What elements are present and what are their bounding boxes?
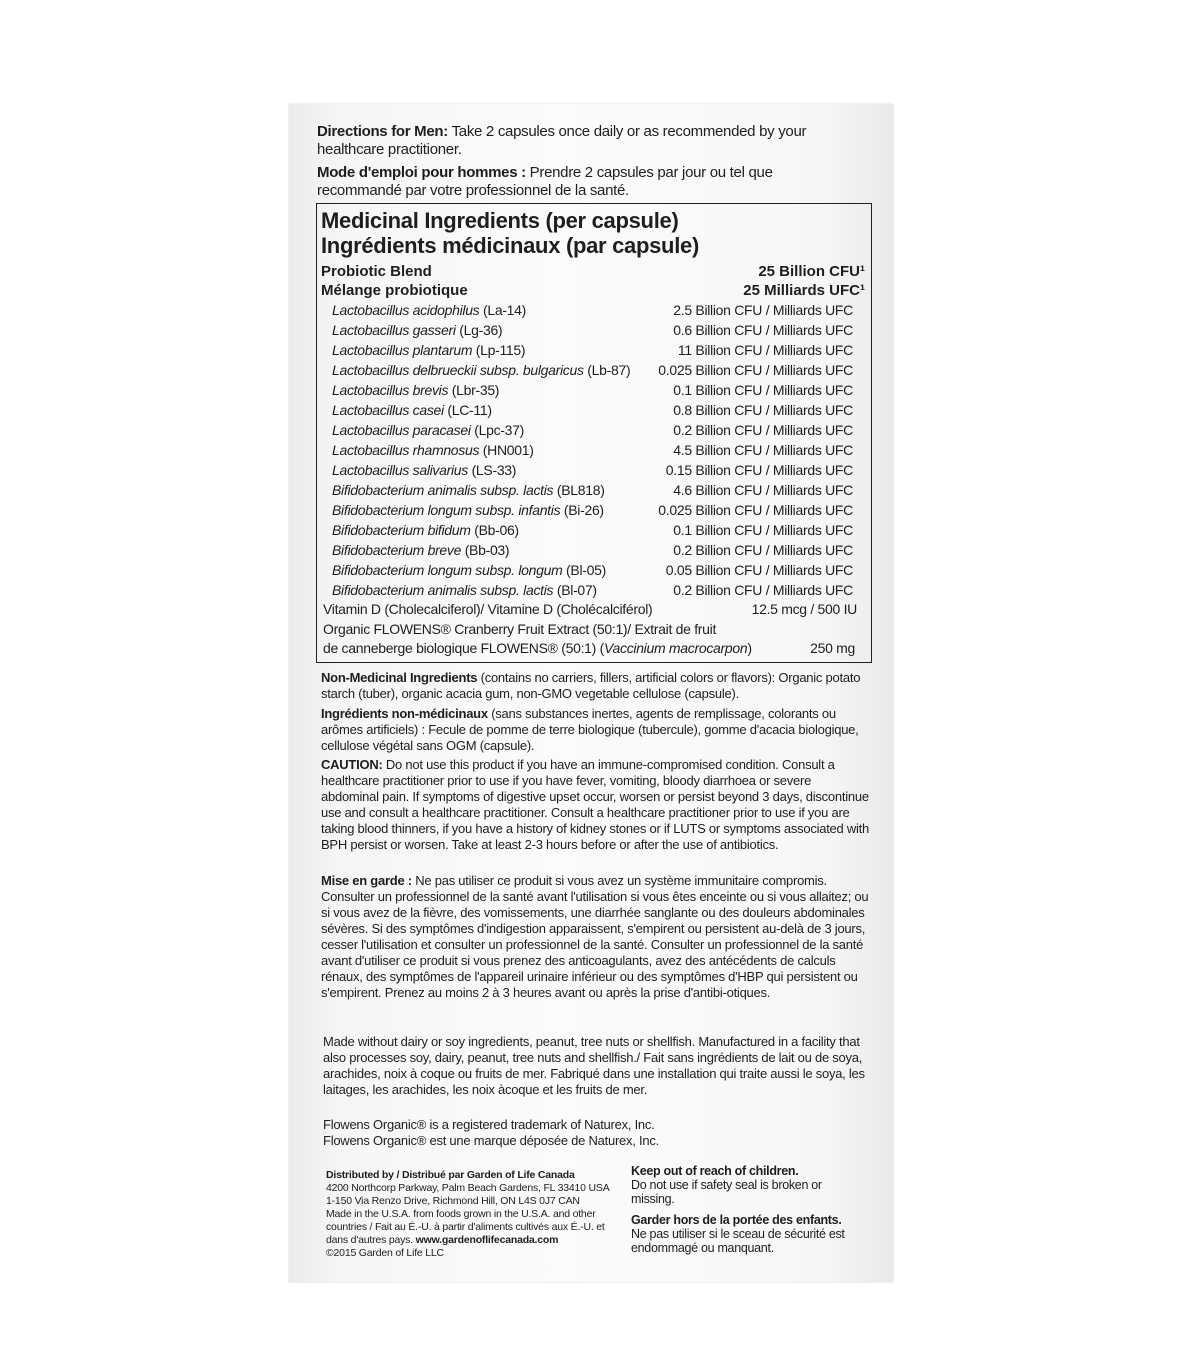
directions-fr-label: Mode d'emploi pour hommes : [317, 164, 526, 181]
ingredient-row [332, 360, 865, 380]
ingredient-strain: (Lpc-37) [470, 422, 524, 438]
ingredient-species: Lactobacillus brevis [332, 382, 449, 398]
ingredient-amount: 4.5 Billion CFU / Milliards UFC [673, 442, 853, 458]
ingredient-row [332, 320, 865, 340]
probiotic-blend-fr [321, 281, 865, 300]
ingredient-strain: (Bl-05) [562, 562, 606, 578]
ingredient-row [332, 480, 865, 500]
ingredient-species: Lactobacillus paracasei [332, 422, 471, 438]
ingredient-amount: 4.6 Billion CFU / Milliards UFC [673, 482, 853, 498]
ingredient-row [332, 340, 865, 360]
ingredient-species: Lactobacillus salivarius [332, 462, 468, 478]
medicinal-title-en: Medicinal Ingredients (per capsule) [321, 208, 679, 233]
distributor-address-us: 4200 Northcorp Parkway, Palm Beach Gardens, FL 33410 USA [326, 1182, 610, 1194]
caution-fr-label: Mise en garde : [321, 873, 412, 888]
cranberry-line-1: Organic FLOWENS® Cranberry Fruit Extract (50:1)/ Extrait de fruit [323, 621, 717, 637]
distributor-block [326, 1169, 616, 1260]
ingredient-strain: (Bi-26) [560, 502, 604, 518]
non-medicinal-fr-text: (sans substances inertes, agents de remplissage, colorants ou arômes artificiels) : Fecule de pomme de terre biologique (tubercule), gomme d'acacia biologique, cellulose végétal sans OGM (capsule). [321, 706, 859, 753]
ingredient-name [332, 320, 502, 340]
ingredient-name [332, 440, 534, 460]
non-medicinal-en [321, 670, 869, 702]
ingredient-amount: 0.2 Billion CFU / Milliards UFC [673, 542, 853, 558]
probiotic-blend-en [321, 262, 865, 281]
ingredient-strain: (Lg-36) [455, 322, 503, 338]
ingredient-strain: (Bb-03) [461, 542, 510, 558]
website-link: www.gardenoflifecanada.com [415, 1234, 559, 1246]
keep-out-fr-text: Ne pas utiliser si le sceau de sécurité est endommagé ou manquant. [631, 1227, 845, 1255]
non-medicinal-en-text: (contains no carriers, fillers, artificial colors or flavors): Organic potato starch (tuber), organic acacia gum, non-GMO vegetable cellulose (capsule). [321, 670, 861, 701]
ingredient-name [332, 540, 509, 560]
caution-fr-text: Ne pas utiliser ce produit si vous avez un système immunitaire compromis. Consulter un professionnel de la santé avant l'utilisation si vous êtes enceinte ou si vous allaitez; ou si vous avez de la fièvre, des vomissements, une diarrhée sanglante ou des douleurs abdominales sévères. Si des symptômes d'indigestion apparaissent, s'empirent ou persistent au-delà de 3 jours, cesser l'utilisation et consulter un professionnel de la santé. Consulter un professionnel de la santé avant d'utiliser ce produit si vous prenez des anticoagulants, avez des antécédents de calculs rénaux, des symptômes de l'appareil urinaire inférieur ou des symptômes d'HBP qui persistent ou s'empirent. Prenez au moins 2 à 3 heures avant ou après la prise d'antibi-otiques. [321, 873, 869, 1000]
copyright-text: ©2015 Garden of Life LLC [326, 1247, 444, 1259]
blend-amount-fr: 25 Milliards UFC¹ [743, 282, 865, 299]
ingredient-row [332, 560, 865, 580]
caution-en [321, 757, 869, 853]
keep-out-en [631, 1164, 851, 1206]
ingredient-species: Bifidobacterium longum subsp. infantis [332, 502, 561, 518]
ingredient-name [332, 400, 492, 420]
cranberry-line-2-text: de canneberge biologique FLOWENS® (50:1) ( [323, 640, 604, 656]
ingredient-amount: 0.8 Billion CFU / Milliards UFC [673, 402, 853, 418]
ingredient-species: Bifidobacterium bifidum [332, 522, 471, 538]
caution-en-text: Do not use this product if you have an immune-compromised condition. Consult a healthcare practitioner prior to use if you have fever, vomiting, bloody diarrhoea or severe abdominal pain. If symptoms of digestive upset occur, worsen or persist beyond 3 days, discontinue use and consult a healthcare practitioner. Consult a healthcare practitioner prior to use if you are taking blood thinners, if you have a history of kidney stones or if LUTS or symptoms associated with BPH persist or worsen. Take at least 2-3 hours before or after the use of antibiotics. [321, 757, 869, 852]
ingredient-species: Bifidobacterium longum subsp. longum [332, 562, 563, 578]
ingredient-amount: 0.2 Billion CFU / Milliards UFC [673, 582, 853, 598]
ingredient-strain: (Lp-115) [472, 342, 526, 358]
allergen-statement: Made without dairy or soy ingredients, peanut, tree nuts or shellfish. Manufactured in a facility that also processes soy, dairy, peanut, tree nuts and shellfish./ Fait sans ingrédients de lait ou de soya, arachides, noix à coque ou fruits de mer. Fabriqué dans une installation qui traite aussi le soya, les laitages, les arachides, les noix àcoque et les fruits de mer. [323, 1034, 865, 1097]
caution-fr [321, 873, 869, 1001]
directions-en-label: Directions for Men: [317, 123, 448, 140]
directions-en [317, 123, 857, 159]
ingredient-amount: 0.2 Billion CFU / Milliards UFC [673, 422, 853, 438]
ingredient-amount: 0.1 Billion CFU / Milliards UFC [673, 382, 853, 398]
ingredient-name [332, 520, 519, 540]
ingredient-species: Lactobacillus acidophilus [332, 302, 480, 318]
cranberry-row-1 [323, 620, 865, 639]
directions-fr-text: Prendre 2 capsules par jour ou tel que recommandé par votre professionnel de la santé. [317, 164, 773, 199]
ingredient-row [332, 500, 865, 520]
ingredient-species: Bifidobacterium breve [332, 542, 462, 558]
non-medicinal-en-label: Non-Medicinal Ingredients [321, 670, 478, 685]
ingredient-amount: 0.05 Billion CFU / Milliards UFC [665, 562, 853, 578]
ingredient-strain: (HN001) [479, 442, 534, 458]
ingredient-name [332, 580, 597, 600]
ingredient-strain: (La-14) [479, 302, 527, 318]
ingredient-row [332, 440, 865, 460]
keep-out-fr-title: Garder hors de la portée des enfants. [631, 1213, 842, 1227]
ingredient-strain: (Lb-87) [583, 362, 631, 378]
blend-name-fr: Mélange probiotique [321, 282, 468, 299]
ingredient-amount: 0.1 Billion CFU / Milliards UFC [673, 522, 853, 538]
non-medicinal-fr-label: Ingrédients non-médicinaux [321, 706, 488, 721]
caution-en-label: CAUTION: [321, 757, 383, 772]
ingredient-amount: 0.6 Billion CFU / Milliards UFC [673, 322, 853, 338]
ingredient-row [332, 540, 865, 560]
made-in-statement: Made in the U.S.A. from foods grown in the U.S.A. and other countries / Fait au É.-U. à partir d'aliments cultivés aux É.-U. et dans d'autres pays. [326, 1208, 605, 1246]
distributor-label: Distributed by / Distribué par Garden of Life Canada [326, 1169, 575, 1181]
ingredient-name [332, 480, 605, 500]
ingredient-amount: 0.025 Billion CFU / Milliards UFC [658, 502, 853, 518]
ingredient-strain: (Bl-07) [553, 582, 597, 598]
blend-name-en: Probiotic Blend [321, 263, 432, 280]
non-medicinal-fr [321, 706, 869, 754]
ingredient-row [332, 520, 865, 540]
cranberry-amount: 250 mg [810, 640, 855, 656]
ingredient-name [332, 340, 525, 360]
ingredient-species: Lactobacillus gasseri [332, 322, 456, 338]
ingredient-name [332, 300, 526, 320]
keep-out-en-text: Do not use if safety seal is broken or missing. [631, 1178, 822, 1206]
cranberry-line-2 [323, 640, 752, 656]
medicinal-ingredients-box [316, 203, 872, 663]
ingredient-strain: (LS-33) [467, 462, 517, 478]
distributor-address-ca: 1-150 Via Renzo Drive, Richmond Hill, ON L4S 0J7 CAN [326, 1195, 580, 1207]
label-panel [289, 104, 893, 1282]
ingredient-strain: (LC-11) [443, 402, 492, 418]
ingredient-species: Lactobacillus casei [332, 402, 444, 418]
ingredient-species: Bifidobacterium animalis subsp. lactis [332, 582, 554, 598]
ingredient-row [332, 380, 865, 400]
ingredient-species: Lactobacillus rhamnosus [332, 442, 480, 458]
vitamin-d-amount: 12.5 mcg / 500 IU [751, 601, 857, 617]
ingredient-row [332, 300, 865, 320]
trademark-en: Flowens Organic® is a registered trademark of Naturex, Inc. [323, 1117, 655, 1132]
directions-en-text: Take 2 capsules once daily or as recommended by your healthcare practitioner. [317, 123, 807, 158]
ingredient-species: Lactobacillus delbrueckii subsp. bulgaricus [332, 362, 584, 378]
medicinal-title-fr: Ingrédients médicinaux (par capsule) [321, 233, 699, 258]
ingredient-name [332, 560, 606, 580]
ingredient-species: Lactobacillus plantarum [332, 342, 473, 358]
ingredient-amount: 0.025 Billion CFU / Milliards UFC [658, 362, 853, 378]
cranberry-close-paren: ) [747, 640, 752, 656]
ingredient-name [332, 360, 630, 380]
ingredient-name [332, 420, 524, 440]
ingredient-amount: 0.15 Billion CFU / Milliards UFC [665, 462, 853, 478]
vitamin-d-name: Vitamin D (Cholecalciferol)/ Vitamine D (Cholécalciférol) [323, 601, 653, 617]
ingredient-strain: (Lbr-35) [448, 382, 500, 398]
ingredient-row [332, 420, 865, 440]
ingredient-amount: 2.5 Billion CFU / Milliards UFC [673, 302, 853, 318]
ingredient-name [332, 380, 499, 400]
ingredient-name [332, 460, 516, 480]
keep-out-fr [631, 1213, 871, 1255]
trademark-fr: Flowens Organic® est une marque déposée de Naturex, Inc. [323, 1133, 659, 1148]
ingredient-row [332, 460, 865, 480]
ingredient-name [332, 500, 604, 520]
keep-out-en-title: Keep out of reach of children. [631, 1164, 799, 1178]
ingredient-strain: (Bb-06) [470, 522, 519, 538]
ingredient-strain: (BL818) [553, 482, 605, 498]
blend-amount-en: 25 Billion CFU¹ [758, 263, 865, 280]
ingredient-species: Bifidobacterium animalis subsp. lactis [332, 482, 554, 498]
vitamin-d-row [323, 600, 865, 619]
ingredient-row [332, 580, 865, 600]
ingredient-amount: 11 Billion CFU / Milliards UFC [677, 342, 853, 358]
cranberry-latin-name: Vaccinium macrocarpon [603, 640, 748, 656]
cranberry-row-2 [323, 639, 865, 658]
directions-fr [317, 164, 857, 200]
ingredient-row [332, 400, 865, 420]
